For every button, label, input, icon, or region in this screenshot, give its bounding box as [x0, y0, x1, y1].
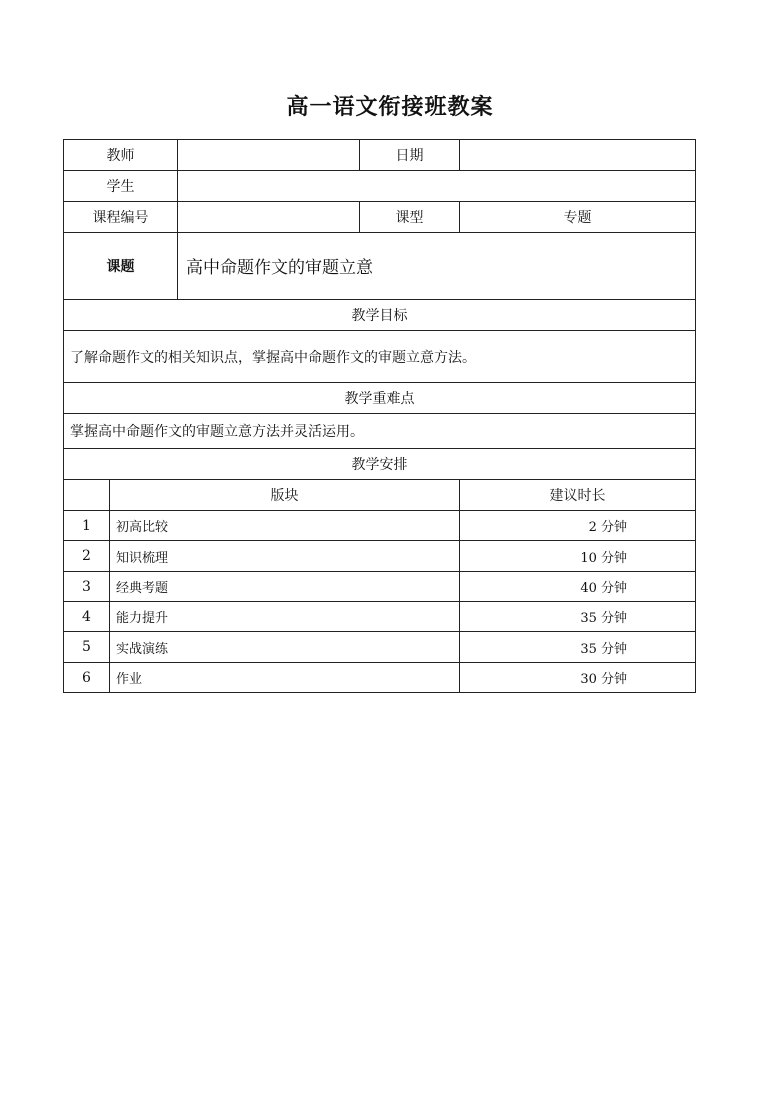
- schedule-row-duration: 35 分钟: [460, 632, 696, 663]
- date-label: 日期: [360, 140, 460, 171]
- schedule-row-duration: 2 分钟: [460, 511, 696, 541]
- schedule-row-duration: 35 分钟: [460, 602, 696, 632]
- course-code-value[interactable]: [178, 202, 360, 233]
- schedule-row-duration: 40 分钟: [460, 572, 696, 602]
- course-row: [64, 202, 696, 233]
- course-type-label: 课型: [360, 202, 460, 233]
- schedule-row-index: 2: [64, 541, 110, 572]
- schedule-row-index: 4: [64, 602, 110, 632]
- document-title: 高一语文衔接班教案: [286, 95, 494, 120]
- course-type-value: 专题: [460, 202, 696, 233]
- course-code-label: 课程编号: [64, 202, 178, 233]
- topic-value: 高中命题作文的审题立意: [178, 233, 696, 300]
- schedule-row: [64, 541, 696, 572]
- schedule-row-duration: 30 分钟: [460, 663, 696, 693]
- topic-label: 课题: [64, 233, 178, 300]
- goals-text-row: [64, 331, 696, 383]
- topic-row: [64, 233, 696, 300]
- schedule-row-duration: 10 分钟: [460, 541, 696, 572]
- schedule-row: [64, 632, 696, 663]
- goals-header-row: [64, 300, 696, 331]
- key-points-header: 教学重难点: [64, 383, 696, 414]
- schedule-row-module: 知识梳理: [110, 541, 460, 572]
- goals-header: 教学目标: [64, 300, 696, 331]
- schedule-row: [64, 511, 696, 541]
- schedule-row-index: 3: [64, 572, 110, 602]
- teacher-value[interactable]: [178, 140, 360, 171]
- key-points-text-row: [64, 414, 696, 449]
- schedule-row: [64, 572, 696, 602]
- schedule-row-index: 1: [64, 511, 110, 541]
- lesson-plan-table: [63, 139, 696, 693]
- schedule-row-module: 作业: [110, 663, 460, 693]
- schedule-col-module: 版块: [110, 480, 460, 511]
- schedule-col-duration: 建议时长: [460, 480, 696, 511]
- goals-text: 了解命题作文的相关知识点，掌握高中命题作文的审题立意方法。: [64, 331, 696, 383]
- schedule-row: [64, 663, 696, 693]
- schedule-header: 教学安排: [64, 449, 696, 480]
- teacher-label: 教师: [64, 140, 178, 171]
- schedule-row-index: 5: [64, 632, 110, 663]
- student-label: 学生: [64, 171, 178, 202]
- key-points-text: 掌握高中命题作文的审题立意方法并灵活运用。: [64, 414, 696, 449]
- schedule-row-module: 能力提升: [110, 602, 460, 632]
- schedule-header-row: [64, 449, 696, 480]
- schedule-column-headers: [64, 480, 696, 511]
- date-value[interactable]: [460, 140, 696, 171]
- schedule-row: [64, 602, 696, 632]
- schedule-row-index: 6: [64, 663, 110, 693]
- schedule-row-module: 实战演练: [110, 632, 460, 663]
- student-value[interactable]: [178, 171, 696, 202]
- student-row: [64, 171, 696, 202]
- key-points-header-row: [64, 383, 696, 414]
- schedule-col-index: [64, 480, 110, 511]
- schedule-row-module: 经典考题: [110, 572, 460, 602]
- schedule-row-module: 初高比较: [110, 511, 460, 541]
- teacher-row: [64, 140, 696, 171]
